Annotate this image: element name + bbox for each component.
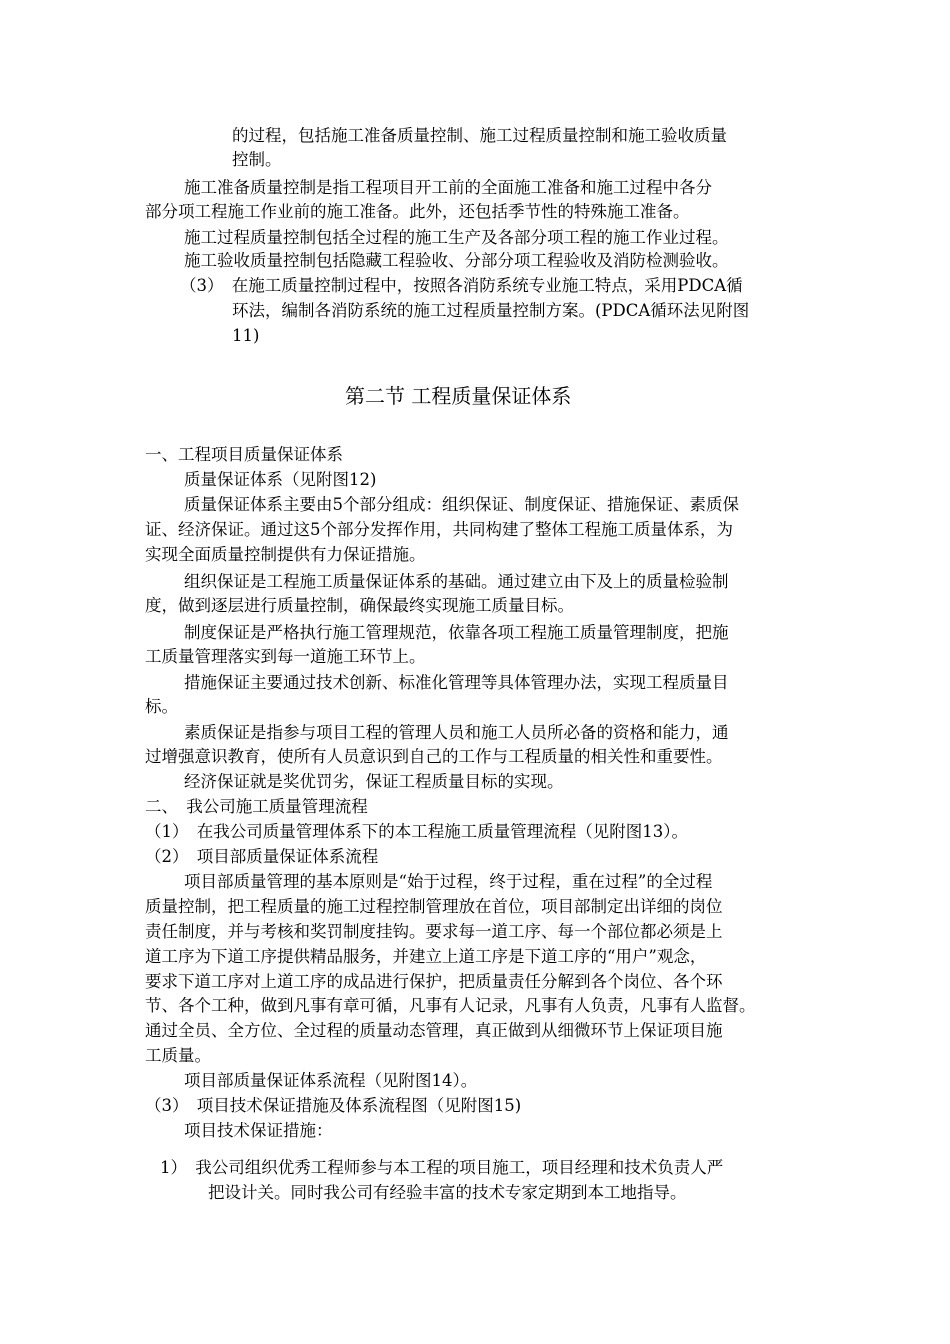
text-line: 11) — [232, 326, 260, 345]
text-line: 一、工程项目质量保证体系 — [145, 445, 343, 464]
text-line: 要求下道工序对上道工序的成品进行保护，把质量责任分解到各个岗位、各个环 — [145, 972, 723, 991]
text-line: 质量保证体系（见附图12) — [184, 470, 377, 489]
text-line: 通过全员、全方位、全过程的质量动态管理，真正做到从细微环节上保证项目施 — [145, 1021, 723, 1040]
text-line: 素质保证是指参与项目工程的管理人员和施工人员所必备的资格和能力，通 — [184, 723, 729, 742]
text-line: 质量控制，把工程质量的施工过程控制管理放在首位，项目部制定出详细的岗位 — [145, 897, 723, 916]
text-line: （3） 项目技术保证措施及体系流程图（见附图15) — [145, 1096, 522, 1115]
text-line: 工质量管理落实到每一道施工环节上。 — [145, 647, 426, 666]
text-line: 项目部质量管理的基本原则是“始于过程，终于过程，重在过程”的全过程 — [184, 872, 713, 891]
text-line: 标。 — [145, 697, 178, 716]
text-line: 措施保证主要通过技术创新、标准化管理等具体管理办法，实现工程质量目 — [184, 673, 729, 692]
text-line: 施工过程质量控制包括全过程的施工生产及各部分项工程的施工作业过程。 — [184, 228, 729, 247]
text-line: 证、经济保证。通过这5个部分发挥作用，共同构建了整体工程施工质量体系，为 — [145, 520, 733, 539]
text-line: 责任制度，并与考核和奖罚制度挂钩。要求每一道工序、每一个部位都必须是上 — [145, 922, 723, 941]
text-line: 的过程，包括施工准备质量控制、施工过程质量控制和施工验收质量 — [232, 126, 727, 145]
text-line: （1） 在我公司质量管理体系下的本工程施工质量管理流程（见附图13）。 — [145, 822, 688, 841]
text-line: 控制。 — [232, 150, 282, 169]
text-line: 节、各个工种，做到凡事有章可循，凡事有人记录，凡事有人负责，凡事有人监督。 — [145, 996, 756, 1015]
text-line: 环法，编制各消防系统的施工过程质量控制方案。(PDCA循环法见附图 — [232, 301, 750, 320]
text-line: 组织保证是工程施工质量保证体系的基础。通过建立由下及上的质量检验制 — [184, 572, 729, 591]
text-line: 道工序为下道工序提供精品服务，并建立上道工序是下道工序的“用户”观念， — [145, 947, 707, 966]
text-line: 二、 我公司施工质量管理流程 — [145, 797, 368, 816]
text-line: 过增强意识教育，使所有人员意识到自己的工作与工程质量的相关性和重要性。 — [145, 747, 723, 766]
text-line: 质量保证体系主要由5个部分组成：组织保证、制度保证、措施保证、素质保 — [184, 495, 739, 514]
text-line: 项目技术保证措施： — [184, 1121, 333, 1140]
text-line: 工质量。 — [145, 1046, 211, 1065]
text-line: 施工准备质量控制是指工程项目开工前的全面施工准备和施工过程中各分 — [184, 178, 712, 197]
text-line: （3） 在施工质量控制过程中，按照各消防系统专业施工特点，采用PDCA循 — [180, 276, 743, 295]
section-title: 第二节 工程质量保证体系 — [345, 384, 572, 408]
text-line: 把设计关。同时我公司有经验丰富的技术专家定期到本工地指导。 — [208, 1183, 687, 1202]
text-line: 度，做到逐层进行质量控制，确保最终实现施工质量目标。 — [145, 596, 574, 615]
text-line: 项目部质量保证体系流程（见附图14）。 — [184, 1071, 478, 1090]
text-line: （2） 项目部质量保证体系流程 — [145, 847, 379, 866]
text-line: 部分项工程施工作业前的施工准备。此外，还包括季节性的特殊施工准备。 — [145, 202, 690, 221]
text-line: 制度保证是严格执行施工管理规范，依靠各项工程施工质量管理制度，把施 — [184, 623, 729, 642]
text-line: 经济保证就是奖优罚劣，保证工程质量目标的实现。 — [184, 772, 564, 791]
text-line: 施工验收质量控制包括隐藏工程验收、分部分项工程验收及消防检测验收。 — [184, 251, 729, 270]
text-line: 1） 我公司组织优秀工程师参与本工程的项目施工，项目经理和技术负责人严 — [160, 1158, 724, 1177]
text-line: 实现全面质量控制提供有力保证措施。 — [145, 545, 426, 564]
